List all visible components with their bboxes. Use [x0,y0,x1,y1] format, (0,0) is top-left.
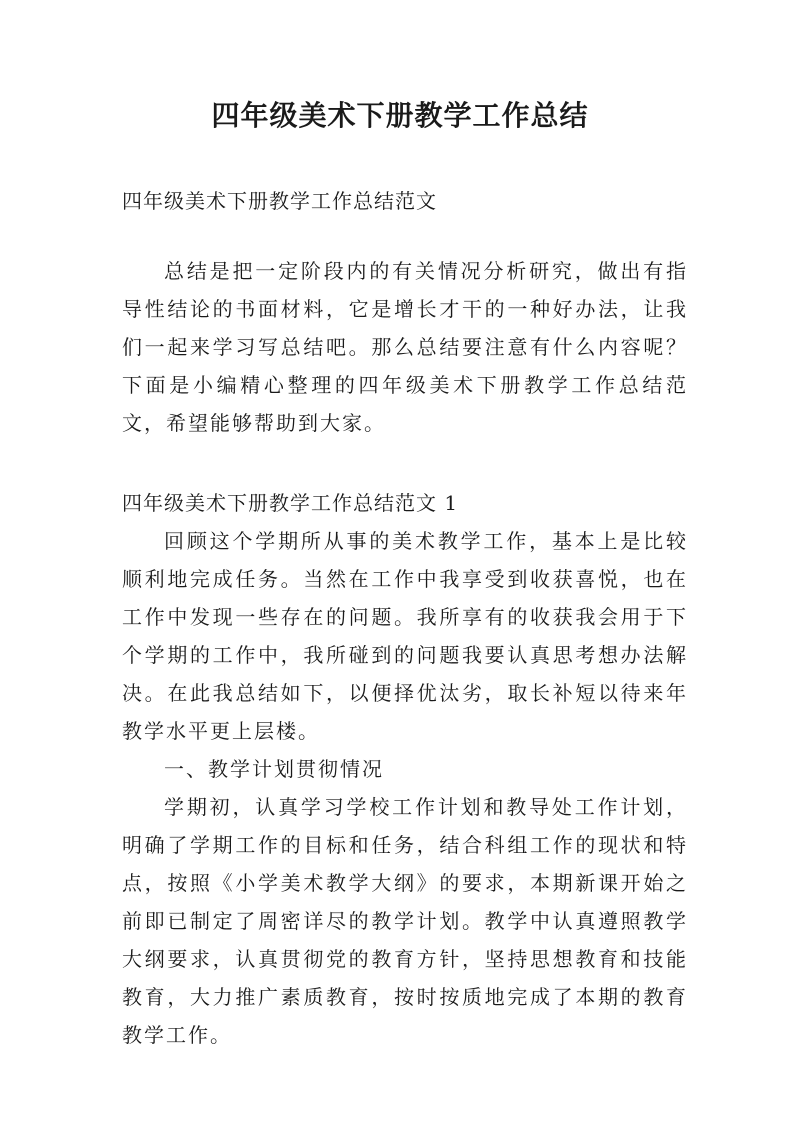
essay-section [122,484,688,1054]
intro-section [122,252,688,442]
section-heading-1: 一、教学计划贯彻情况 [164,757,384,781]
intro-paragraph: 总结是把一定阶段内的有关情况分析研究，做出有指导性结论的书面材料，它是增长才干的一种好办法，让我们一起来学习写总结吧。那么总结要注意有什么内容呢？下面是小编精心整理的四年级美术下册教学工作总结范文，希望能够帮助到大家。 [122,259,688,435]
section-paragraph-1: 回顾这个学期所从事的美术教学工作，基本上是比较顺利地完成任务。当然在工作中我享受到收获喜悦，也在工作中发现一些存在的问题。我所享有的收获我会用于下个学期的工作中，我所碰到的问题我要认真思考想办法解决。在此我总结如下，以便择优汰劣，取长补短以待来年教学水平更上层楼。 [122,529,688,743]
section-paragraph-2: 学期初，认真学习学校工作计划和教导处工作计划，明确了学期工作的目标和任务，结合科组工作的现状和特点，按照《小学美术教学大纲》的要求，本期新课开始之前即已制定了周密详尽的教学计划。教学中认真遵照教学大纲要求，认真贯彻党的教育方针，坚持思想教育和技能教育，大力推广素质教育，按时按质地完成了本期的教育教学工作。 [122,795,688,1047]
document-subtitle: 四年级美术下册教学工作总结范文 [122,189,437,213]
section-title: 四年级美术下册教学工作总结范文 1 [122,491,459,515]
document-title: 四年级美术下册教学工作总结 [211,99,589,132]
